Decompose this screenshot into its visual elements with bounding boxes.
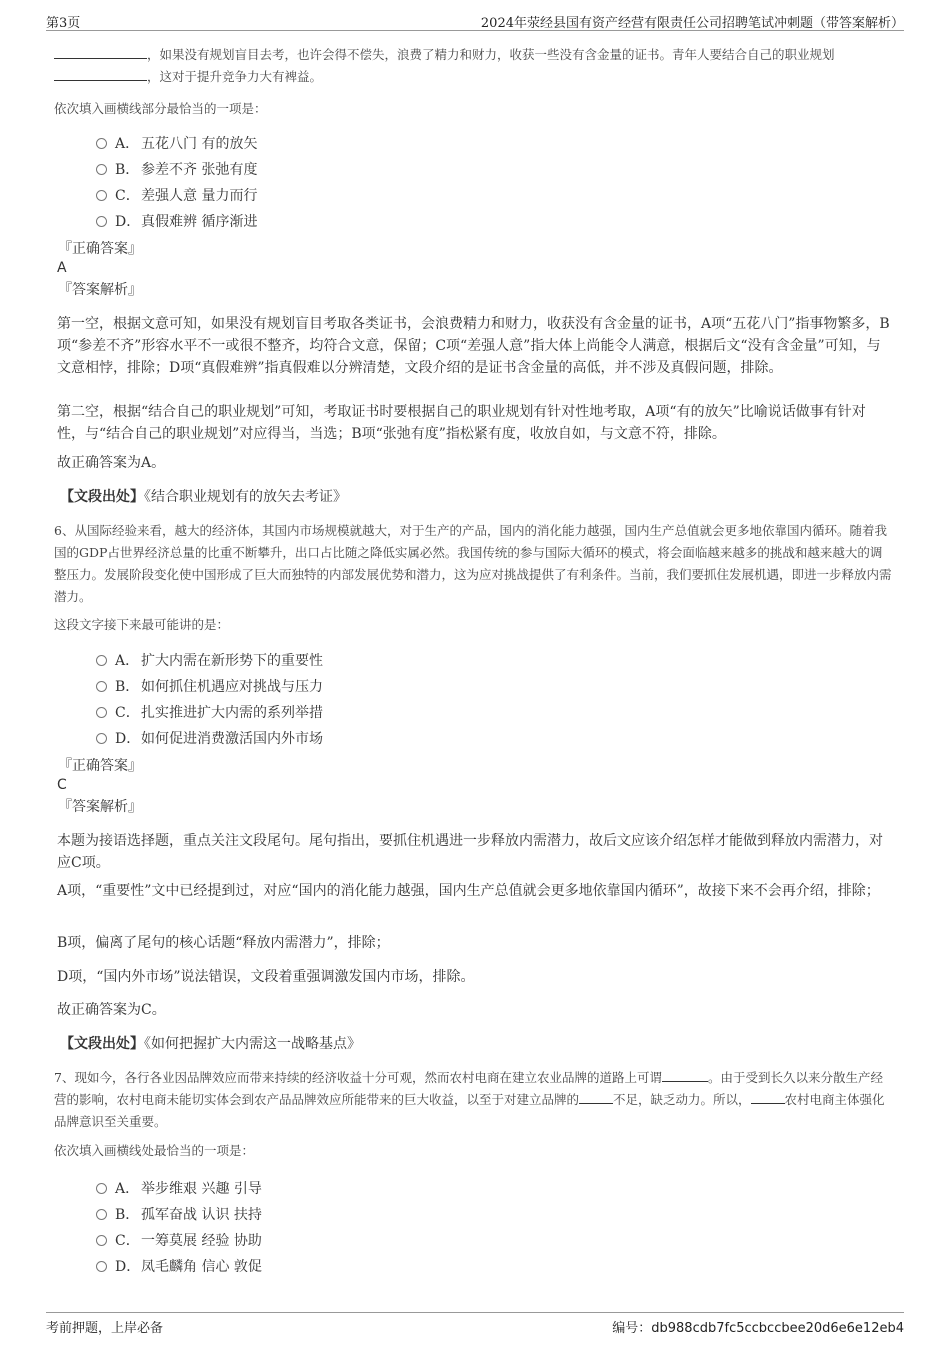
footer-slogan: 考前押题，上岸必备: [46, 1321, 164, 1336]
q6-analysis-p4: D项，“国内外市场”说法错误，文段着重强调激发国内市场，排除。: [57, 969, 475, 985]
radio-icon[interactable]: [96, 1261, 107, 1272]
page-header: [46, 8, 904, 31]
document-code: 编号：db988cdb7fc5ccbccbee20d6e6e12eb4: [612, 1321, 904, 1336]
q7-option-c[interactable]: C．一筹莫展 经验 协助: [96, 1230, 262, 1252]
q6-source: 【文段出处】《如何把握扩大内需这一战略基点》: [60, 1036, 361, 1052]
q5-analysis-p3: 故正确答案为A。: [57, 455, 166, 471]
blank: [54, 44, 147, 59]
q6-answer: C: [57, 777, 67, 793]
q6-analysis-p5: 故正确答案为C。: [57, 1002, 166, 1018]
q5-option-b[interactable]: B． 参差不齐 张弛有度: [96, 159, 257, 181]
q6-option-b[interactable]: B． 如何抓住机遇应对挑战与压力: [96, 676, 323, 698]
q7-option-d[interactable]: D．凤毛麟角 信心 敦促: [96, 1256, 262, 1278]
q6-option-c[interactable]: C．扎实推进扩大内需的系列举措: [96, 702, 323, 724]
q5-option-a[interactable]: A． 五花八门 有的放矢: [96, 133, 257, 155]
q6-answer-label: 『正确答案』: [58, 758, 142, 774]
page-footer: [46, 1312, 904, 1336]
page-number: 第3页: [46, 16, 81, 31]
q5-analysis-label: 『答案解析』: [58, 282, 142, 298]
q6-analysis-p1: 本题为接语选择题，重点关注文段尾句。尾句指出，要抓住机遇进一步释放内需潜力，故后文应该介绍怎样才能做到释放内需潜力，对应C项。: [57, 833, 883, 871]
radio-icon[interactable]: [96, 190, 107, 201]
q6-stem: 6、从国际经验来看，越大的经济体，其国内市场规模就越大，对于生产的产品，国内的消化能力越强，国内生产总值就会更多地依靠国内循环。随着我国的GDP占世界经济总量的比重不断攀升，出口占比随之降低实属必然。我国传统的参与国际大循环的模式，将会面临越来越多的挑战和越来越大的调整压力。发展阶段变化使中国形成了巨大而独特的内部发展优势和潜力，这为应对挑战提供了有利条件。当前，我们要抓住发展机遇，即进一步释放内需潜力。: [54, 523, 892, 604]
q7-option-a[interactable]: A． 举步维艰 兴趣 引导: [96, 1178, 262, 1200]
radio-icon[interactable]: [96, 1183, 107, 1194]
q5-stem: ，如果没有规划盲目去考，也许会得不偿失，浪费了精力和财力，收获一些没有含金量的证书。青年人要结合自己的职业规划 ，这对于提升竞争力大有裨益。: [54, 44, 894, 88]
q7-option-b[interactable]: B． 孤军奋战 认识 扶持: [96, 1204, 262, 1226]
radio-icon[interactable]: [96, 681, 107, 692]
q6-option-a[interactable]: A． 扩大内需在新形势下的重要性: [96, 650, 323, 672]
q5-option-c[interactable]: C．差强人意 量力而行: [96, 185, 257, 207]
q7-prompt: 依次填入画横线处最恰当的一项是：: [54, 1143, 255, 1158]
q6-option-d[interactable]: D．如何促进消费激活国内外市场: [96, 728, 323, 750]
q5-analysis-p2: 第二空，根据“结合自己的职业规划”可知，考取证书时要根据自己的职业规划有针对性地考取，A项“有的放矢”比喻说话做事有针对性，与“结合自己的职业规划”对应得当，当选；B项“张弛有度”指松紧有度，收放自如，与文意不符，排除。: [57, 404, 866, 442]
q6-analysis-p3: B项，偏离了尾句的核心话题“释放内需潜力”，排除；: [57, 935, 390, 951]
q6-analysis-p2: A项，“重要性”文中已经提到过，对应“国内的消化能力越强，国内生产总值就会更多地依靠国内循环”，故接下来不会再介绍，排除；: [57, 883, 880, 899]
radio-icon[interactable]: [96, 733, 107, 744]
radio-icon[interactable]: [96, 138, 107, 149]
blank: [751, 1089, 785, 1104]
blank: [54, 66, 147, 81]
radio-icon[interactable]: [96, 1235, 107, 1246]
blank: [662, 1067, 708, 1082]
q5-answer-label: 『正确答案』: [58, 241, 142, 257]
radio-icon[interactable]: [96, 707, 107, 718]
radio-icon[interactable]: [96, 655, 107, 666]
q5-answer: A: [57, 260, 67, 276]
q6-prompt: 这段文字接下来最可能讲的是：: [54, 617, 230, 632]
q5-option-d[interactable]: D．真假难辨 循序渐进: [96, 211, 257, 233]
q5-analysis-p1: 第一空，根据文意可知，如果没有规划盲目考取各类证书，会浪费精力和财力，收获没有含金量的证书，A项“五花八门”指事物繁多，B项“参差不齐”形容水平不一或很不整齐，均符合文意，保留；C项“差强人意”指大体上尚能令人满意，根据后文“没有含金量”可知，与文意相悖，排除；D项“真假难辨”指真假难以分辨清楚，文段介绍的是证书含金量的高低，并不涉及真假问题，排除。: [57, 316, 890, 376]
blank: [579, 1089, 613, 1104]
radio-icon[interactable]: [96, 164, 107, 175]
radio-icon[interactable]: [96, 1209, 107, 1220]
q6-analysis-label: 『答案解析』: [58, 799, 142, 815]
q5-prompt: 依次填入画横线部分最恰当的一项是：: [54, 101, 267, 116]
radio-icon[interactable]: [96, 216, 107, 227]
q5-source: 【文段出处】《结合职业规划有的放矢去考证》: [60, 489, 347, 505]
q7-stem: 7、现如今，各行各业因品牌效应而带来持续的经济收益十分可观，然而农村电商在建立农业品牌的道路上可谓 。由于受到长久以来分散生产经营的影响，农村电商未能切实体会到农产品品牌效应所能带来的巨大收益，以至于对建立品牌的 不足，缺乏动力。所以， 农村电商主体强化品牌意识至关重要。: [54, 1067, 894, 1133]
document-title: 2024年荥经县国有资产经营有限责任公司招聘笔试冲刺题（带答案解析）: [480, 16, 904, 31]
